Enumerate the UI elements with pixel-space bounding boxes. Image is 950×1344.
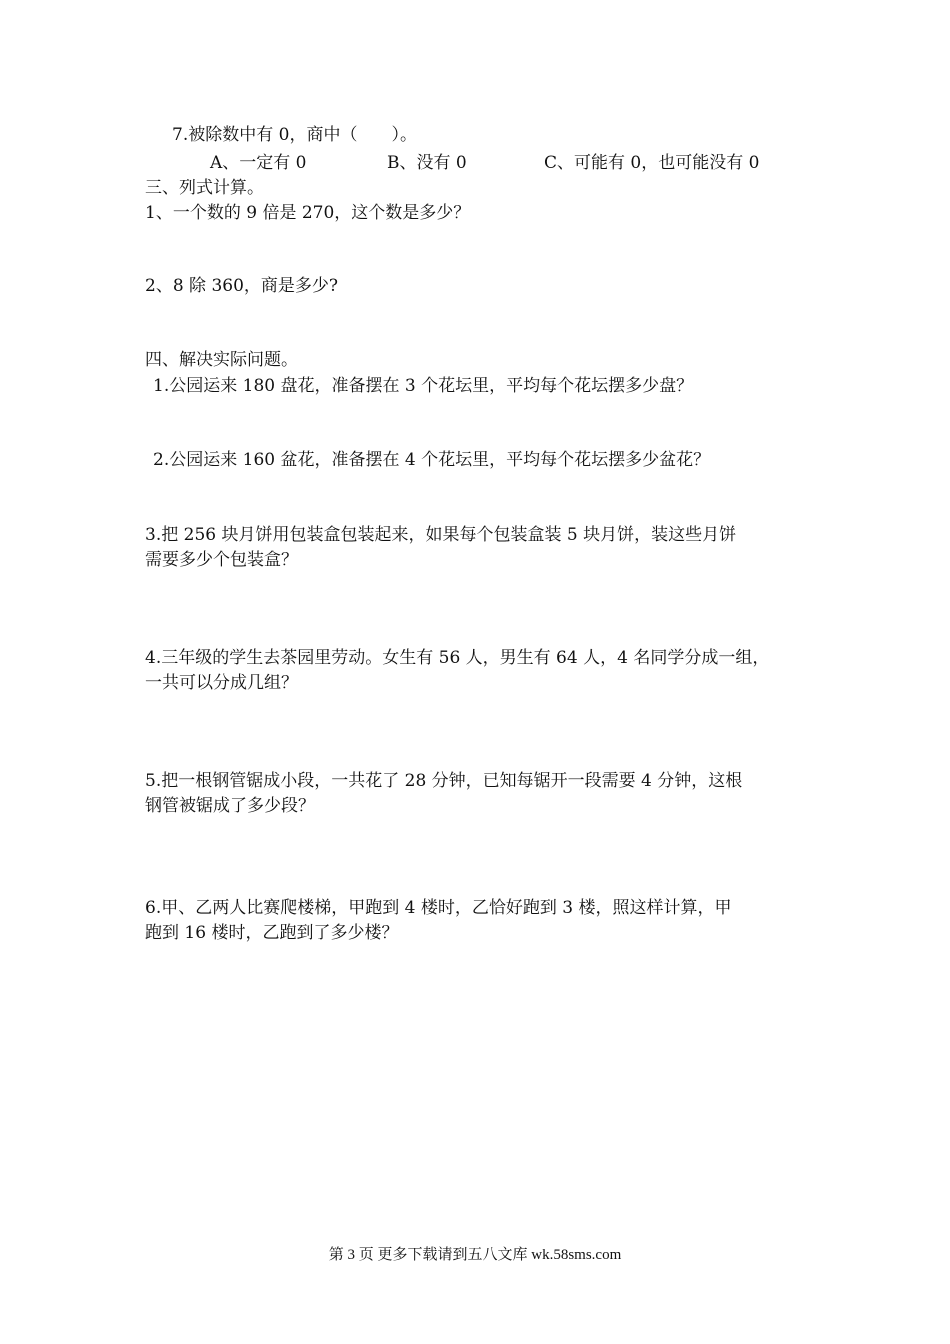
page-footer: 第 3 页 更多下载请到五八文库 wk.58sms.com [328,1247,622,1263]
problem-5-line-1: 5.把一根钢管锯成小段，一共花了 28 分钟，已知每锯开一段需要 4 分钟，这根 [145,771,743,791]
question-7-option-c: C、可能有 0，也可能没有 0 [544,153,760,173]
section-4-heading: 四、解决实际问题。 [145,350,298,370]
section-3-item-1: 1、一个数的 9 倍是 270，这个数是多少？ [145,203,471,223]
question-7-option-a: A、一定有 0 [210,153,307,173]
problem-4-line-2: 一共可以分成几组？ [145,673,298,693]
problem-2: 2.公园运来 160 盆花，准备摆在 4 个花坛里，平均每个花坛摆多少盆花？ [153,450,711,470]
question-7-option-b: B、没有 0 [387,153,467,173]
problem-1: 1.公园运来 180 盘花，准备摆在 3 个花坛里，平均每个花坛摆多少盘？ [153,376,694,396]
problem-4-line-1: 4.三年级的学生去茶园里劳动。女生有 56 人，男生有 64 人，4 名同学分成一组， [145,648,770,668]
section-3-item-2: 2、8 除 360，商是多少? [145,276,339,296]
section-3-heading: 三、列式计算。 [145,178,264,198]
problem-6-line-2: 跑到 16 楼时，乙跑到了多少楼？ [145,923,399,943]
question-7-stem: 7.被除数中有 0，商中（ ）。 [172,125,417,145]
problem-6-line-1: 6.甲、乙两人比赛爬楼梯，甲跑到 4 楼时，乙恰好跑到 3 楼，照这样计算，甲 [145,898,732,918]
problem-3-line-1: 3.把 256 块月饼用包装盒包装起来，如果每个包装盒装 5 块月饼，装这些月饼 [145,525,737,545]
problem-5-line-2: 钢管被锯成了多少段？ [145,796,315,816]
problem-3-line-2: 需要多少个包装盒？ [145,550,298,570]
